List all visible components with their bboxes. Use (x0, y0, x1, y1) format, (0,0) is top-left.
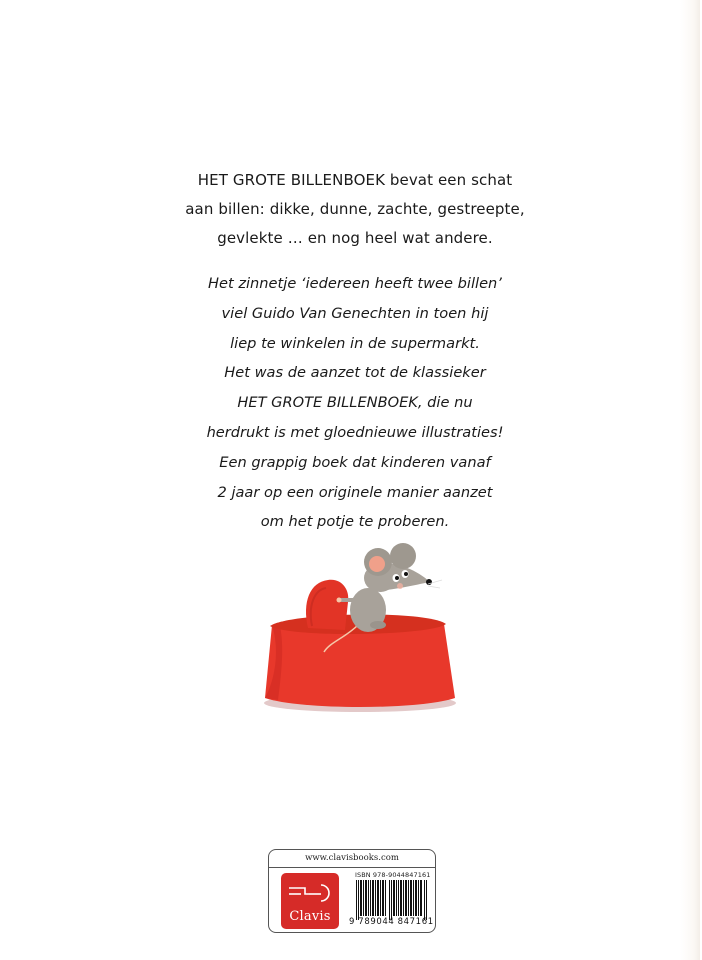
description-line: liep te winkelen in de supermarkt. (230, 334, 480, 352)
logo-text: Clavis (289, 909, 331, 924)
description-line: Een grappig boek dat kinderen vanaf (219, 453, 491, 471)
publisher-website: www.clavisbooks.com (269, 850, 435, 868)
mouse-on-potty-illustration (250, 540, 480, 720)
description-line: viel Guido Van Genechten in toen hij (221, 304, 489, 322)
clavis-logo (281, 873, 339, 929)
description-line: HET GROTE BILLENBOEK, die nu (237, 394, 473, 412)
description-line: om het potje te proberen. (260, 513, 450, 531)
blurb-text (160, 166, 550, 253)
blurb-line: gevlekte … en nog heel wat andere. (217, 229, 493, 247)
barcode-icon (356, 880, 428, 920)
barcode-panel (268, 849, 436, 933)
description-line: 2 jaar op een originele manier aanzet (217, 483, 493, 501)
potty-icon (250, 540, 480, 720)
isbn-label: ISBN 978-9044847161 (355, 871, 431, 879)
blurb-line: aan billen: dikke, dunne, zachte, gestreepte, (185, 200, 525, 218)
description-text (160, 269, 550, 537)
description-line: Het zinnetje ‘iedereen heeft twee billen’ (208, 275, 502, 292)
description-line: Het was de aanzet tot de klassieker (224, 364, 486, 382)
isbn-digits: 9 789044 847161 (349, 917, 434, 927)
blurb-line: HET GROTE BILLENBOEK bevat een schat (197, 171, 513, 189)
description-line: herdrukt is met gloednieuwe illustraties! (206, 423, 504, 441)
key-icon (287, 879, 333, 905)
